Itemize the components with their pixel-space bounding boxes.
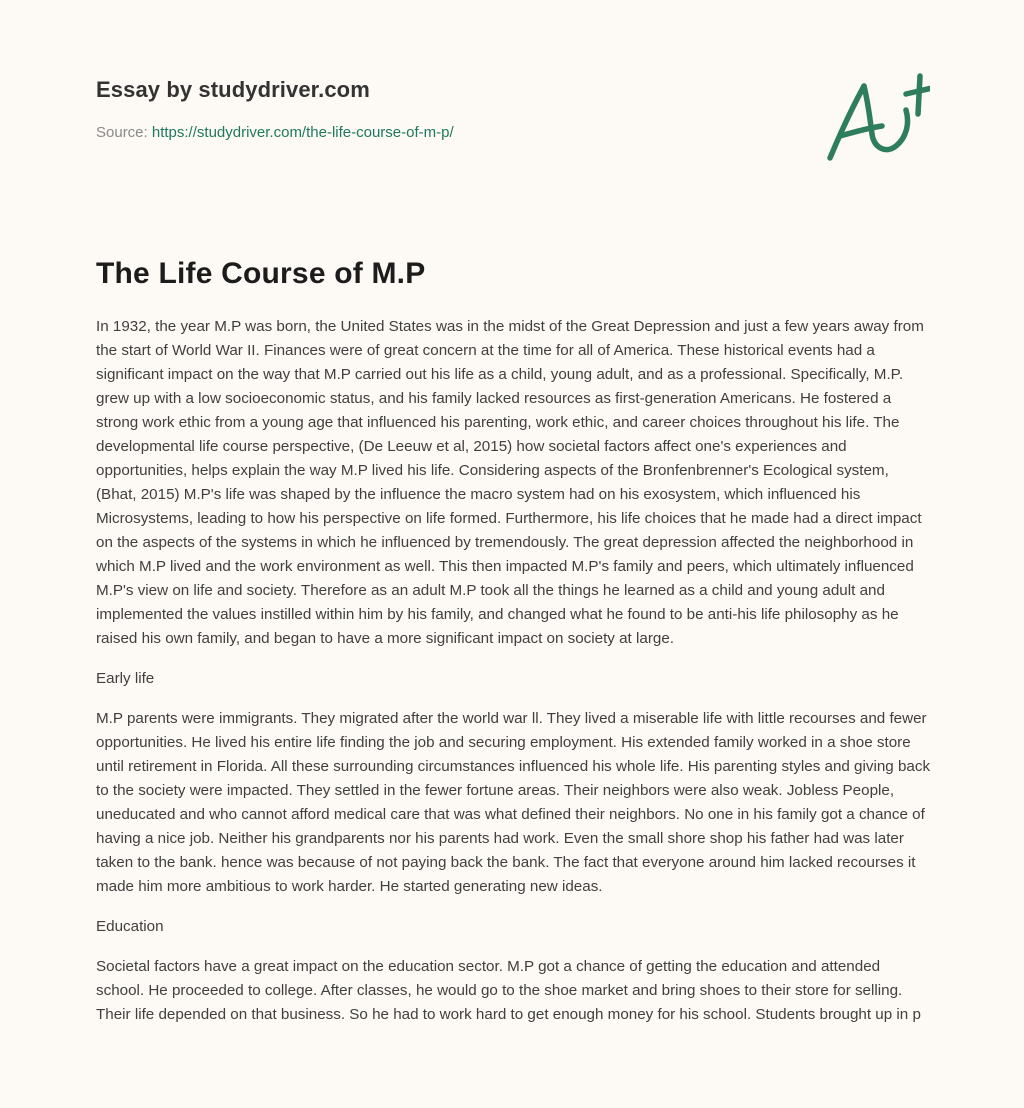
- essay-paragraph: In 1932, the year M.P was born, the United States was in the midst of the Great Depression and just a few years away from the start of World War II. Finances were of great concern at the time for all of America. These historical events had a significant impact on the way that M.P carried out his life as a child, young adult, and as a professional. Specifically, M.P. grew up with a low socioeconomic status, and his family lacked resources as first-generation Americans. He fostered a strong work ethic from a young age that influenced his parenting, work ethic, and career choices throughout his life. The developmental life course perspective, (De Leeuw et al, 2015) how societal factors affect one's experiences and opportunities, helps explain the way M.P lived his life. Considering aspects of the Bronfenbrenner's Ecological system, (Bhat, 2015) M.P's life was shaped by the influence the macro system had on his exosystem, which influenced his Microsystems, leading to how his perspective on life formed. Furthermore, his life choices that he made had a direct impact on the aspects of the systems in which he influenced by tremendously. The great depression affected the neighborhood in which M.P lived and the work environment as well. This then impacted M.P's family and peers, which ultimately influenced M.P's view on life and society. Therefore as an adult M.P took all the things he learned as a child and young adult and implemented the values instilled within him by his family, and changed what he found to be anti-his life philosophy as he raised his own family, and began to have a more significant impact on society at large.: [96, 318, 924, 647]
- site-title: Essay by studydriver.com: [96, 77, 370, 102]
- a-plus-grade-icon: [820, 64, 930, 168]
- source-line: [96, 123, 936, 143]
- source-label: Source:: [96, 124, 152, 141]
- section-heading-early-life: Early life: [96, 670, 155, 687]
- essay-paragraph: Societal factors have a great impact on the education sector. M.P got a chance of getting the education and attended school. He proceeded to college. After classes, he would go to the shoe market and bring shoes to their store for selling. Their life depended on that business. So he had to work hard to get enough money for his school. Students brought up in p: [96, 958, 921, 1023]
- essay-title: The Life Course of M.P: [96, 257, 426, 290]
- essay-paragraph: M.P parents were immigrants. They migrated after the world war ll. They lived a miserable life with little recourses and fewer opportunities. He lived his entire life finding the job and securing employment. His extended family worked in a shoe store until retirement in Florida. All these surrounding circumstances influenced his whole life. His parenting styles and giving back to the society were impacted. They settled in the fewer fortune areas. Their neighbors were also weak. Jobless People, uneducated and who cannot afford medical care that was what defined their neighbors. No one in his family got a chance of having a nice job. Neither his grandparents nor his parents had work. Even the small shore shop his father had was later taken to the bank. hence was because of not paying back the bank. The fact that everyone around him lacked recourses it made him more ambitious to work harder. He started generating new ideas.: [96, 710, 931, 895]
- section-heading-education: Education: [96, 918, 164, 935]
- source-link[interactable]: https://studydriver.com/the-life-course-of-m-p/: [151, 124, 454, 141]
- essay-body: [96, 315, 932, 1043]
- essay-header: [96, 74, 936, 143]
